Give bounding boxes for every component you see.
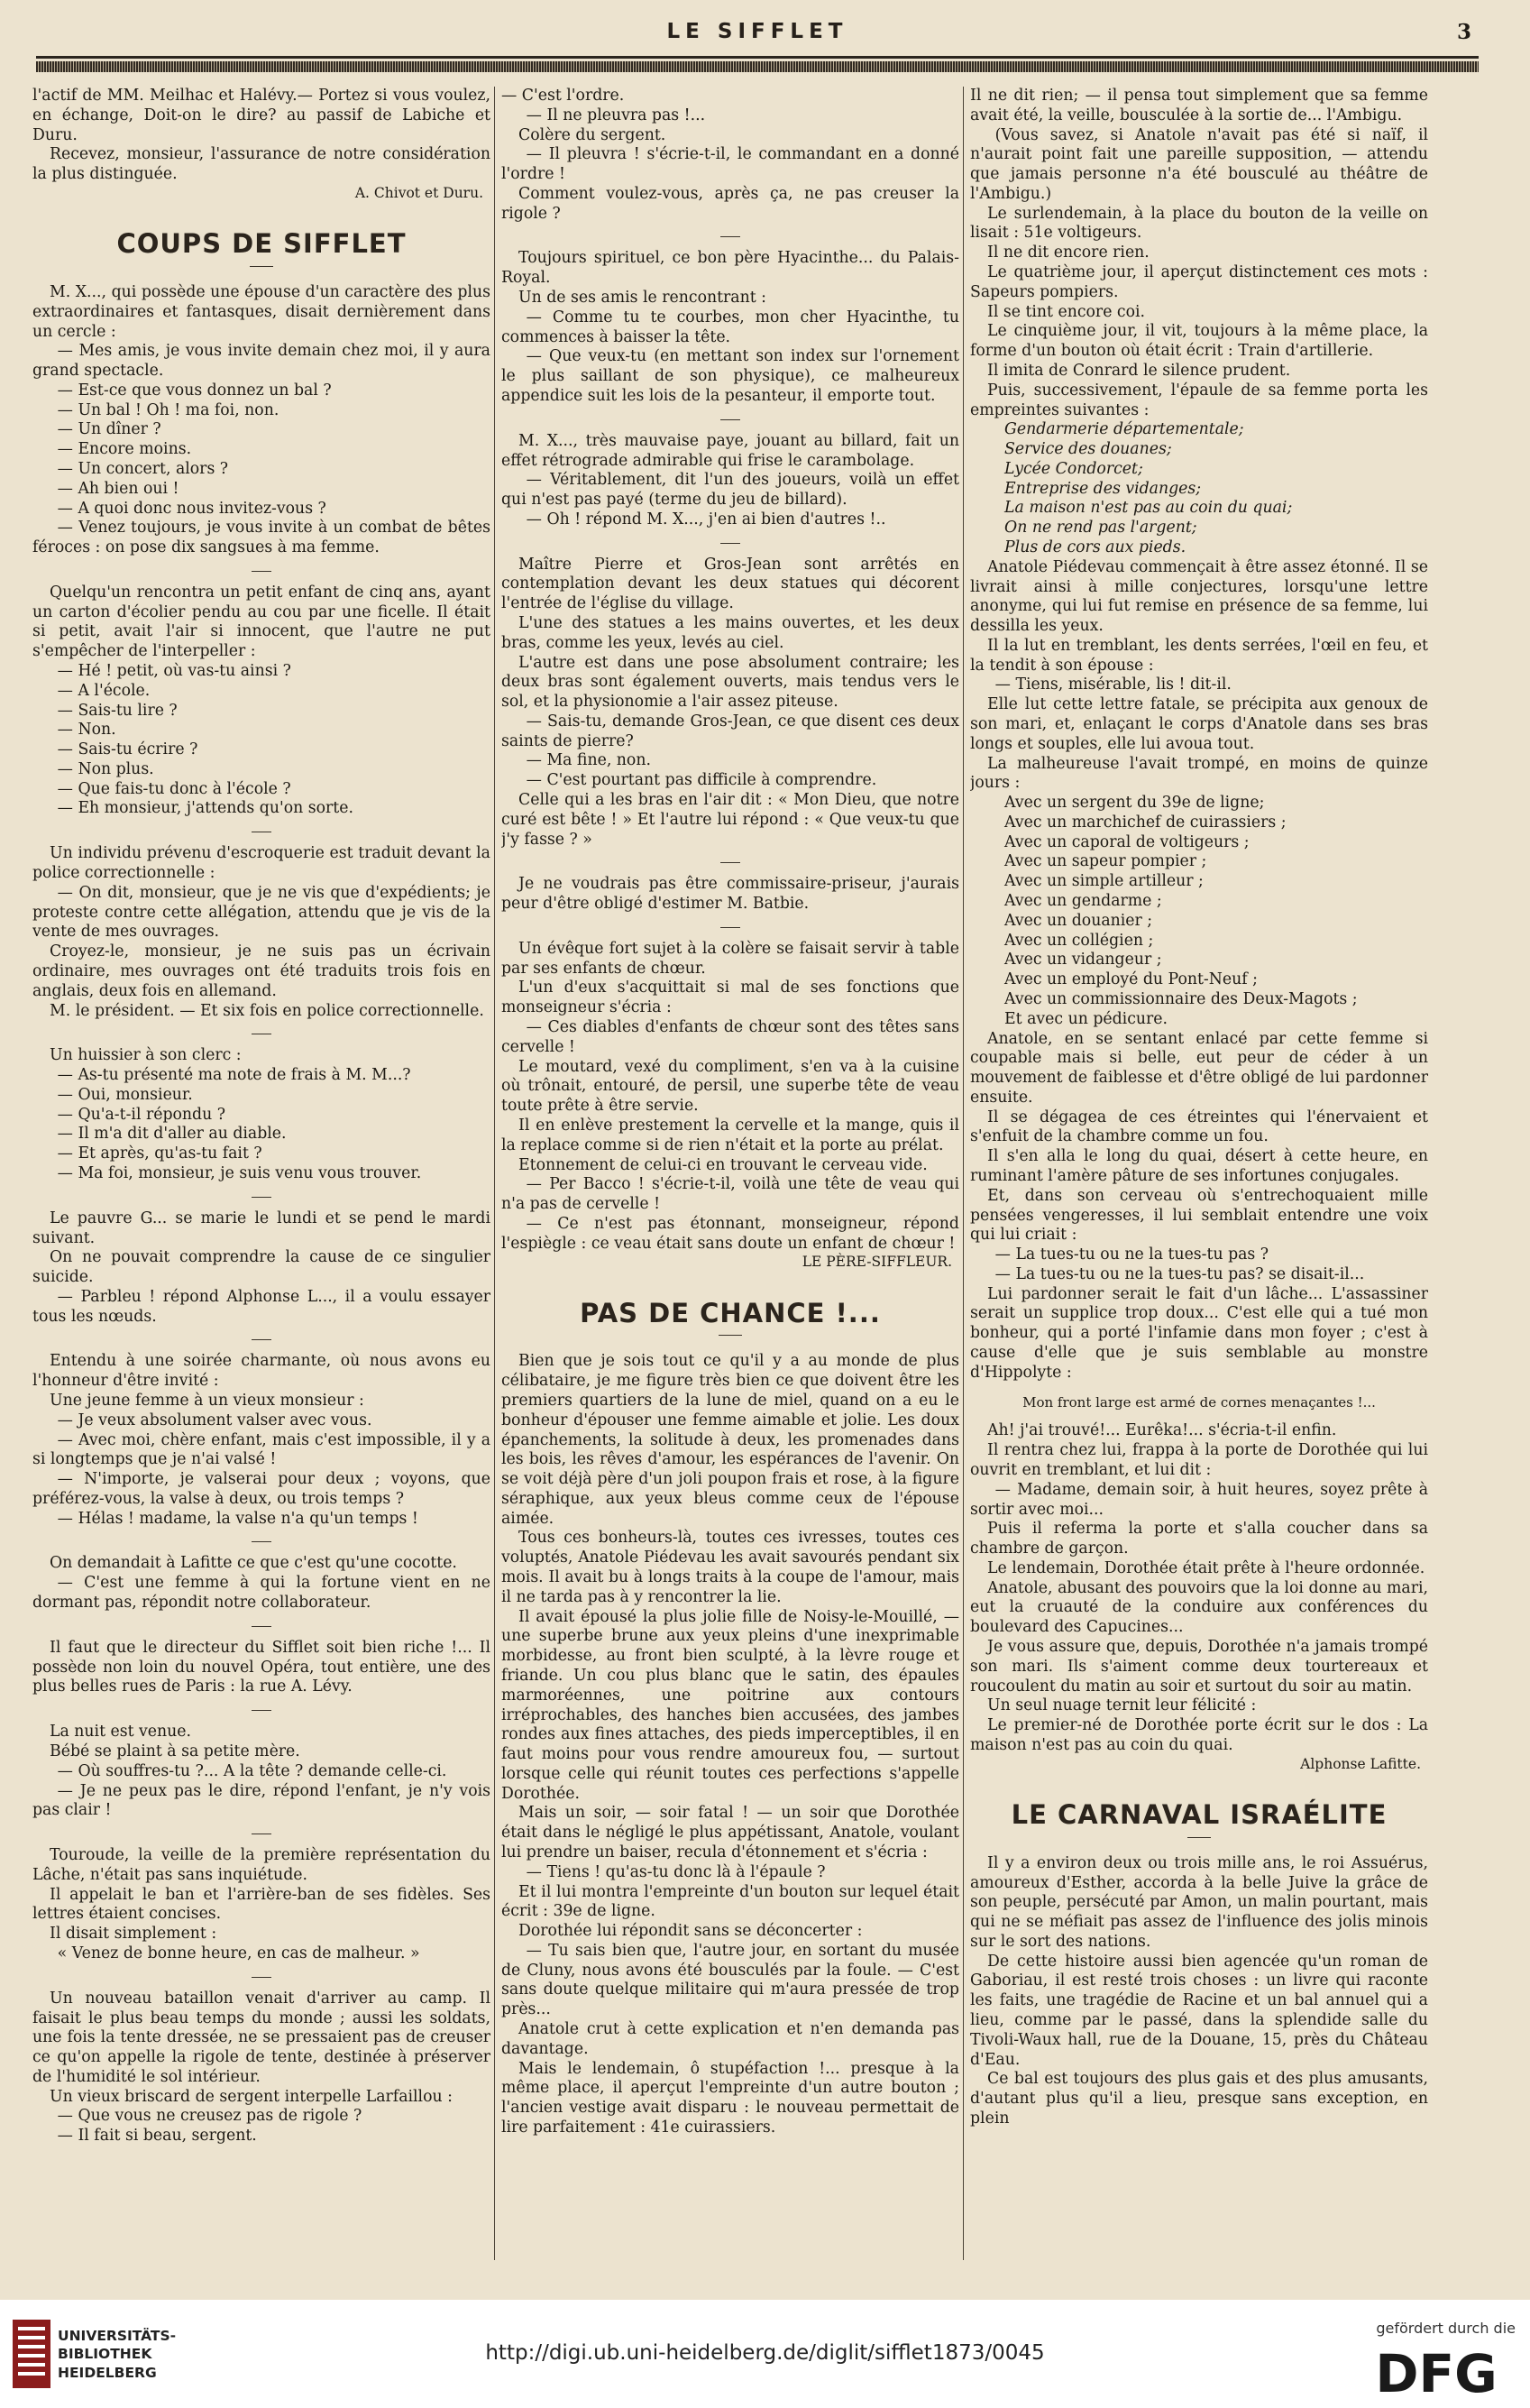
- section-heading: COUPS DE SIFFLET: [116, 228, 407, 260]
- paragraph: Bébé se plaint à sa petite mère.: [50, 1742, 300, 1760]
- paragraph: — Que veux-tu (en mettant son index sur l'ornement le plus saillant de son physique), ce malheureux appendice suit les lois de la pesanteur, il emporte tout.: [501, 347, 959, 405]
- paragraph: — Tiens, misérable, lis ! dit-il.: [994, 676, 1232, 694]
- story-text: [970, 87, 1428, 420]
- paragraph: — Venez toujours, je vous invite à un combat de bêtes féroces : on pose dix sangsues à ma femme.: [32, 519, 490, 557]
- paragraph: Il faut que le directeur du Sifflet soit bien riche !... Il possède non loin du nouvel Opéra, tout entière, une des plus belles rues de Paris : la rue A. Lévy.: [32, 1638, 490, 1696]
- paragraph: On ne pouvait comprendre la cause de ce singulier suicide.: [32, 1248, 490, 1287]
- paragraph: Anatole Piédevau commençait à être assez étonné. Il se livrait ainsi à mille conjectures, lorsqu'une lettre anonyme, qui lui fut remise en présence de sa femme, lui dessilla les yeux.: [970, 557, 1428, 636]
- signature: LE PÈRE-SIFFLEUR.: [802, 1254, 952, 1271]
- paragraph: — Hé ! petit, où vas-tu ainsi ?: [57, 662, 291, 681]
- list-item: Plus de cors aux pieds.: [1004, 538, 1186, 556]
- paragraph: Il se dégagea de ces étreintes qui l'énervaient et s'enfuit de la chambre comme un fou.: [970, 1107, 1428, 1146]
- paragraph: Le moutard, vexé du compliment, s'en va à la cuisine où trônait, entouré, de persil, une superbe tête de veau toute prête à être servie.: [501, 1057, 959, 1116]
- anecdote: [32, 1046, 490, 1183]
- paragraph: — Que fais-tu donc à l'école ?: [57, 779, 291, 798]
- paragraph: Il imita de Conrard le silence prudent.: [987, 361, 1291, 380]
- italic-list: [970, 420, 1428, 557]
- separator: [720, 419, 740, 420]
- separator: [250, 266, 273, 267]
- list-item: Avec un caporal de voltigeurs ;: [1004, 832, 1250, 851]
- list-item: Avec un vidangeur ;: [1004, 951, 1162, 970]
- paragraph: — Il ne pleuvra pas !...: [526, 106, 706, 124]
- paragraph: — Un bal ! Oh ! ma foi, non.: [57, 400, 279, 419]
- paragraph: Le premier-né de Dorothée porte écrit sur le dos : La maison n'est pas au coin du quai.: [970, 1716, 1428, 1754]
- section-heading: LE CARNAVAL ISRAÉLITE: [1011, 1799, 1388, 1831]
- paragraph: Il se tint encore coi.: [987, 302, 1146, 321]
- list-item: On ne rend pas l'argent;: [1004, 519, 1197, 538]
- paragraph: Il appelait le ban et l'arrière-ban de ses fidèles. Ses lettres étaient concises.: [32, 1885, 490, 1924]
- page-header: [36, 16, 1479, 70]
- paragraph: Il en enlève prestement la cervelle et la mange, quis il la replace comme si de rien n'était et la porte au prélat.: [501, 1116, 959, 1154]
- paragraph: Etonnement de celui-ci en trouvant le cerveau vide.: [518, 1155, 928, 1174]
- paragraph: — Que vous ne creusez pas de rigole ?: [57, 2107, 362, 2126]
- paragraph: On demandait à Lafitte ce que c'est qu'une cocotte.: [50, 1554, 457, 1573]
- paragraph: Il y a environ deux ou trois mille ans, le roi Assuérus, amoureux d'Esther, accorda à la belle Juive la grâce de son peuple, persécuté par Amon, un malin pourtant, mais qui ne se méfiait pas assez de l'influence des jolis minois sur le sort des nations.: [970, 1853, 1428, 1951]
- paragraph: Le cinquième jour, il vit, toujours à la même place, la forme d'un bouton où était écrit : Train d'artillerie.: [970, 322, 1428, 361]
- anecdote: [32, 1352, 490, 1529]
- paragraph: — Per Bacco ! s'écrie-t-il, voilà une tête de veau qui n'a pas de cervelle !: [501, 1175, 959, 1214]
- anecdote: [32, 584, 490, 819]
- paragraph: L'un d'eux s'acquittait si mal de ses fonctions que monseigneur s'écria :: [501, 979, 959, 1017]
- paragraph: Mais le lendemain, ô stupéfaction !... presque à la même place, il aperçut l'empreinte d'un autre bouton ; l'ancien vestige avait disparu : le nouveau permettait de lire parfaitement : 41e cuirassiers.: [501, 2059, 959, 2137]
- paragraph: — Parbleu ! répond Alphonse L..., il a voulu essayer tous les nœuds.: [32, 1287, 490, 1326]
- anecdote: [32, 1639, 490, 1697]
- paragraph: — Je veux absolument valser avec vous.: [57, 1411, 372, 1429]
- paragraph: La nuit est venue.: [50, 1723, 192, 1742]
- paragraph: Il ne dit rien; — il pensa tout simplement que sa femme avait été, la veille, bousculée à la sortie de... l'Ambigu.: [970, 87, 1428, 124]
- separator: [252, 571, 271, 572]
- paragraph: Maître Pierre et Gros-Jean sont arrêtés en contemplation devant les deux statues qui décorent l'entrée de l'église du village.: [501, 555, 959, 613]
- paragraph: — A quoi donc nous invitez-vous ?: [57, 499, 326, 518]
- paragraph: — Il fait si beau, sergent.: [57, 2127, 257, 2146]
- paragraph: Ce bal est toujours des plus gais et des plus amusants, d'autant plus qu'il a lieu, presque sans exception, en plein: [970, 2070, 1428, 2128]
- story-text: [501, 1352, 959, 2137]
- paragraph: — Non.: [57, 721, 116, 740]
- signature: Alphonse Lafitte.: [1300, 1755, 1421, 1772]
- separator: [252, 1197, 271, 1198]
- paragraph: — Ce n'est pas étonnant, monseigneur, répond l'espiègle : ce veau était sans doute un enfant de chœur !: [501, 1214, 959, 1253]
- page-number: 3: [1456, 20, 1471, 44]
- header-ornament-band: [36, 61, 1479, 72]
- paragraph: Dorothée lui répondit sans se déconcerter :: [518, 1922, 863, 1941]
- paragraph: Un individu prévenu d'escroquerie est traduit devant la police correctionnelle :: [32, 844, 490, 883]
- paragraph: Touroude, la veille de la première représentation du Lâche, n'était pas sans inquiétude.: [32, 1846, 490, 1884]
- paragraph: Une jeune femme à un vieux monsieur :: [50, 1392, 364, 1411]
- paragraph: — N'importe, je valserai pour deux ; voyons, que préférez-vous, la valse à deux, ou trois temps ?: [32, 1470, 490, 1508]
- funding-note: gefördert durch die: [1376, 2320, 1516, 2337]
- paragraph: Un évêque fort sujet à la colère se faisait servir à table par ses enfants de chœur.: [501, 939, 959, 978]
- paragraph: — A l'école.: [57, 681, 151, 700]
- paragraph: — Non plus.: [57, 759, 154, 778]
- paragraph: Recevez, monsieur, l'assurance de notre considération la plus distinguée.: [32, 145, 490, 184]
- paragraph: — Sais-tu, demande Gros-Jean, ce que disent ces deux saints de pierre?: [501, 712, 959, 750]
- paragraph: « Venez de bonne heure, en cas de malheur. »: [57, 1944, 420, 1962]
- paragraph: Puis il referma la porte et s'alla coucher dans sa chambre de garçon.: [970, 1520, 1428, 1558]
- paragraph: Bien que je sois tout ce qu'il y a au monde de plus célibataire, je me figure très bien ce que doivent être les premiers quartiers de la lune de miel, quand on a eu le bonheur d'épouser une femme aimable et jolie. Les doux épanchements, la solitude à deux, les promenades dans les bois, les rêves d'amour, les espérances de l'avenir. On se voit déjà père d'un joli poupon frais et rose, à la figure séraphique, aux yeux bleus comme ceux de l'épouse aimée.: [501, 1352, 959, 1528]
- anecdote: [501, 940, 959, 1255]
- paragraph: Le pauvre G... se marie le lundi et se pend le mardi suivant.: [32, 1209, 490, 1247]
- paragraph: Il s'en alla le long du quai, désert à cette heure, en ruminant l'amère pâture de ses infortunes conjugales.: [970, 1147, 1428, 1185]
- paragraph: M. X..., qui possède une épouse d'un caractère des plus extraordinaires et fantasques, disait dernièrement dans un cercle :: [32, 282, 490, 341]
- intro-letter: [32, 87, 490, 202]
- story-text: [970, 1854, 1428, 2129]
- separator: [252, 1710, 271, 1711]
- paragraph: Ah! j'ai trouvé!... Eurêka!... s'écria-t-il enfin.: [987, 1421, 1337, 1440]
- separator: [720, 236, 740, 237]
- paragraph: — As-tu présenté ma note de frais à M. M...?: [57, 1066, 411, 1085]
- list-item: Lycée Condorcet;: [1004, 459, 1143, 478]
- digitization-footer: [0, 2300, 1530, 2408]
- source-url[interactable]: http://digi.ub.uni-heidelberg.de/diglit/sifflet1873/0045: [485, 2341, 1045, 2365]
- paragraph: (Vous savez, si Anatole n'avait pas été si naïf, il n'aurait point fait une pareille supposition, — attendu que jamais personne n'a été bousculé au théâtre de l'Ambigu.): [970, 125, 1428, 203]
- anecdote: [501, 432, 959, 530]
- paragraph: — C'est pourtant pas difficile à comprendre.: [526, 771, 877, 790]
- anecdote: [32, 283, 490, 558]
- paragraph: — Ma foi, monsieur, je suis venu vous trouver.: [57, 1163, 422, 1182]
- separator: [252, 1626, 271, 1627]
- paragraph: Un huissier à son clerc :: [50, 1046, 242, 1065]
- separator: [720, 862, 740, 863]
- paragraph: Je ne voudrais pas être commissaire-priseur, j'aurais peur d'être obligé d'estimer M. Batbie.: [501, 875, 959, 914]
- list-item: Service des douanes;: [1004, 440, 1172, 459]
- paragraph: Croyez-le, monsieur, je ne suis pas un écrivain ordinaire, mes ouvrages ont été traduits trois fois en anglais, deux fois en allemand.: [32, 942, 490, 1000]
- verse-quote: Mon front large est armé de cornes menaçantes !...: [1022, 1393, 1376, 1411]
- paragraph: — Eh monsieur, j'attends qu'on sorte.: [57, 799, 353, 818]
- paragraph: De cette histoire aussi bien agencée qu'un roman de Gaboriau, il est resté trois choses : un livre qui raconte les faits, une tragédie de Racine et un bal annuel qui a lieu, comme par le passé, dans la splendide salle du Tivoli-Waux hall, rue de la Douane, 15, près du Château d'Eau.: [970, 1952, 1428, 2069]
- list-item: Avec un sapeur pompier ;: [1004, 852, 1207, 871]
- dfg-logo-text: DFG: [1375, 2347, 1498, 2397]
- library-name-line: UNIVERSITÄTS-: [58, 2328, 177, 2344]
- paragraph: Quelqu'un rencontra un petit enfant de cinq ans, ayant un carton d'écolier pendu au cou par une ficelle. Il était si petit, avait l'air si innocent, que l'autre ne put s'empêcher de l'interpeller :: [32, 583, 490, 661]
- paragraph: Toujours spirituel, ce bon père Hyacinthe... du Palais-Royal.: [501, 249, 959, 288]
- list-item: Entreprise des vidanges;: [1004, 479, 1202, 498]
- paragraph: Mais un soir, — soir fatal ! — un soir que Dorothée était dans le négligé le plus appétissant, Anatole, voulant lui prendre un baiser, recula d'étonnement et s'écria :: [501, 1804, 959, 1861]
- list-item: Avec un employé du Pont-Neuf ;: [1004, 970, 1258, 989]
- paragraph: — Hélas ! madame, la valse n'a qu'un temps !: [57, 1509, 418, 1528]
- paragraph: Il la lut en tremblant, les dents serrées, l'œil en feu, et la tendit à son épouse :: [970, 636, 1428, 675]
- paragraph: Puis, successivement, l'épaule de sa femme porta les empreintes suivantes :: [970, 381, 1428, 419]
- anecdote: [501, 87, 959, 224]
- list-item: Avec un sergent du 39e de ligne;: [1004, 794, 1265, 813]
- header-rule: [36, 56, 1479, 59]
- paragraph: — Tiens ! qu'as-tu donc là à l'épaule ?: [526, 1862, 826, 1881]
- library-name-line: HEIDELBERG: [58, 2364, 157, 2381]
- paragraph: Un de ses amis le rencontrant :: [518, 289, 766, 308]
- paragraph: Entendu à une soirée charmante, où nous avons eu l'honneur d'être invité :: [32, 1352, 490, 1391]
- paragraph: — Ces diables d'enfants de chœur sont des têtes sans cervelle !: [501, 1018, 959, 1056]
- library-name-line: BIBLIOTHEK: [58, 2346, 152, 2363]
- paragraph: — Madame, demain soir, à huit heures, soyez prête à sortir avec moi...: [970, 1480, 1428, 1519]
- paragraph: Et il lui montra l'empreinte d'un bouton sur lequel était écrit : 39e de ligne.: [501, 1882, 959, 1921]
- paragraph: Anatole, en se sentant enlacé par cette femme si coupable mais si belle, eut peur de céder à un mouvement de faiblesse et d'être obligé de lui pardonner ensuite.: [970, 1029, 1428, 1107]
- anecdote: [32, 1990, 490, 2146]
- paragraph: Un seul nuage ternit leur félicité :: [987, 1696, 1257, 1715]
- paragraph: — Encore moins.: [57, 440, 192, 459]
- separator: [719, 1335, 742, 1336]
- story-text: [970, 558, 1428, 794]
- newspaper-title: LE SIFFLET: [666, 20, 848, 43]
- paragraph: l'actif de MM. Meilhac et Halévy.— Portez si vous voulez, en échange, Doit-on le dire? au passif de Labiche et Duru.: [32, 87, 490, 144]
- paragraph: — Sais-tu écrire ?: [57, 740, 198, 759]
- paragraph: — Un concert, alors ?: [57, 459, 229, 478]
- paragraph: Tous ces bonheurs-là, toutes ces ivresses, toutes ces voluptés, Anatole Piédevau les avait savourés pendant six mois. Il avait bu à longs traits à la coupe de l'amour, mais il ne tarda pas à y rencontrer la lie.: [501, 1529, 959, 1606]
- paragraph: — Je ne peux pas le dire, répond l'enfant, je n'y vois pas clair !: [32, 1781, 490, 1820]
- column-divider: [963, 87, 964, 2260]
- signature: A. Chivot et Duru.: [354, 184, 483, 201]
- section-heading: PAS DE CHANCE !...: [580, 1297, 881, 1328]
- list-item: Gendarmerie départementale;: [1004, 420, 1244, 439]
- paragraph: — Oh ! répond M. X..., j'en ai bien d'autres !..: [526, 510, 886, 528]
- anecdote: [32, 844, 490, 1021]
- paragraph: Elle lut cette lettre fatale, se précipita aux genoux de son mari, et, enlaçant le corps d'Anatole dans ses bras longs et souples, elle lui avoua tout.: [970, 695, 1428, 753]
- anecdote: [501, 249, 959, 406]
- list-item: Avec un simple artilleur ;: [1004, 872, 1204, 891]
- story-text: [970, 1030, 1428, 1383]
- paragraph: — Oui, monsieur.: [57, 1085, 193, 1104]
- column-1: [32, 87, 490, 2265]
- paragraph: — Ah bien oui !: [57, 479, 179, 498]
- paragraph: Celle qui a les bras en l'air dit : « Mon Dieu, que notre curé est bête ! » Et l'autre lui répond : « Que veux-tu que j'y fasse ? »: [501, 791, 959, 849]
- list-item: Avec un gendarme ;: [1004, 892, 1162, 911]
- separator: [252, 1977, 271, 1978]
- separator: [1187, 1837, 1211, 1838]
- paragraph: — La tues-tu ou ne la tues-tu pas ?: [994, 1245, 1269, 1264]
- paragraph: Le surlendemain, à la place du bouton de la veille on lisait : 51e voltigeurs.: [970, 204, 1428, 243]
- anecdote: [32, 1554, 490, 1613]
- anecdote: [32, 1209, 490, 1328]
- list-item: Et avec un pédicure.: [1004, 1009, 1168, 1028]
- paragraph: M. le président. — Et six fois en police correctionnelle.: [50, 1001, 484, 1020]
- paragraph: Il rentra chez lui, frappa à la porte de Dorothée qui lui ouvrit en tremblant, et lui dit :: [970, 1441, 1428, 1480]
- paragraph: — Est-ce que vous donnez un bal ?: [57, 381, 332, 400]
- list-item: Avec un douanier ;: [1004, 911, 1153, 930]
- column-3: [970, 87, 1428, 2265]
- paragraph: Un vieux briscard de sergent interpelle Larfaillou :: [50, 2087, 453, 2106]
- paragraph: — Il pleuvra ! s'écrie-t-il, le commandant en a donné l'ordre !: [501, 145, 959, 184]
- paragraph: M. X..., très mauvaise paye, jouant au billard, fait un effet rétrograde admirable qui frise le carambolage.: [501, 431, 959, 470]
- paragraph: — Il m'a dit d'aller au diable.: [57, 1125, 287, 1144]
- paragraph: — Où souffres-tu ?... A la tête ? demande celle-ci.: [57, 1761, 447, 1780]
- anecdote: [32, 1723, 490, 1821]
- paragraph: Et, dans son cerveau où s'entrechoquaient mille pensées vengeresses, il lui semblait entendre une voix qui lui criait :: [970, 1186, 1428, 1245]
- paragraph: La malheureuse l'avait trompé, en moins de quinze jours :: [970, 754, 1428, 793]
- paragraph: — Un dîner ?: [57, 420, 161, 439]
- paragraph: — Avec moi, chère enfant, mais c'est impossible, il y a si longtemps que je n'ai valsé !: [32, 1430, 490, 1469]
- paragraph: — Véritablement, dit l'un des joueurs, voilà un effet qui n'est pas payé (terme du jeu de billard).: [501, 471, 959, 510]
- column-2: [501, 87, 959, 2265]
- paragraph: Le lendemain, Dorothée était prête à l'heure ordonnée.: [987, 1558, 1425, 1577]
- paragraph: Il ne dit encore rien.: [987, 244, 1150, 262]
- paragraph: — Et après, qu'as-tu fait ?: [57, 1144, 262, 1163]
- paragraph: — C'est une femme à qui la fortune vient en ne dormant pas, répondit notre collaborateur.: [32, 1574, 490, 1613]
- paragraph: Lui pardonner serait le fait d'un lâche... L'assassiner serait un supplice trop doux... C'est elle qui a tué mon bonheur, qui a porté l'infamie dans mon foyer ; c'est à cause d'elle que je suis semblable au monstre d'Hippolyte :: [970, 1284, 1428, 1382]
- paragraph: Comment voulez-vous, après ça, ne pas creuser la rigole ?: [501, 184, 959, 223]
- dfg-logo: [1355, 2347, 1517, 2397]
- paragraph: — La tues-tu ou ne la tues-tu pas? se disait-il...: [994, 1264, 1365, 1283]
- paragraph: — Sais-tu lire ?: [57, 701, 178, 720]
- paragraph: L'autre est dans une pose absolument contraire; les deux bras sont également ouverts, mais tendus vers le sol, et la physionomie a l'air assez piteuse.: [501, 653, 959, 712]
- list-item: Avec un commissionnaire des Deux-Magots ;: [1004, 989, 1358, 1008]
- separator: [720, 927, 740, 928]
- paragraph: — Ma fine, non.: [526, 751, 651, 770]
- paragraph: Un nouveau bataillon venait d'arriver au camp. Il faisait le plus beau temps du monde ; aussi les soldats, une fois la tente dressée, ne se pressaient pas de creuser ce qu'on appelle la rigole de tente, destinée à préserver de l'humidité le sol intérieur.: [32, 1989, 490, 2086]
- paragraph: Le quatrième jour, il aperçut distinctement ces mots : Sapeurs pompiers.: [970, 263, 1428, 301]
- anecdote: [501, 875, 959, 914]
- paragraph: — Mes amis, je vous invite demain chez moi, il y aura grand spectacle.: [32, 342, 490, 381]
- paragraph: — On dit, monsieur, que je ne vis que d'expédients; je proteste contre cette allégation, attendu que je vis de la vente de mes ouvrages.: [32, 883, 490, 942]
- list-item: Avec un marchichef de cuirassiers ;: [1004, 813, 1287, 832]
- paragraph: — C'est l'ordre.: [501, 87, 625, 105]
- separator: [720, 543, 740, 544]
- list-item: La maison n'est pas au coin du quai;: [1004, 499, 1293, 518]
- lover-list: [970, 794, 1428, 1029]
- paragraph: L'une des statues a les mains ouvertes, et les deux bras, comme les yeux, levés au ciel.: [501, 613, 959, 652]
- paragraph: Il avait épousé la plus jolie fille de Noisy-le-Mouillé, —une superbe brune aux yeux pleins d'une inexprimable morbidesse, au front bien sculpté, à la lèvre rouge et friande. Un cou plus blanc que le satin, des épaules marmoréennes, une poitrine aux contours irréprochables, des hanches bien accusées, des jambes rondes aux fines attaches, des pieds imperceptibles, il en faut moins pour vous rendre amoureux fou, — surtout lorsque celle qui réunit toutes ces perfections s'appelle Dorothée.: [501, 1607, 959, 1803]
- paragraph: Colère du sergent.: [518, 125, 666, 144]
- column-divider: [494, 87, 495, 2260]
- paragraph: — Comme tu te courbes, mon cher Hyacinthe, tu commences à baisser la tête.: [501, 308, 959, 346]
- anecdote: [32, 1846, 490, 1964]
- separator: [252, 1339, 271, 1340]
- paragraph: Il disait simplement :: [50, 1925, 217, 1944]
- separator: [252, 1541, 271, 1542]
- anecdote: [501, 556, 959, 850]
- paragraph: Anatole crut à cette explication et n'en demanda pas davantage.: [501, 2020, 959, 2058]
- paragraph: Je vous assure que, depuis, Dorothée n'a jamais trompé son mari. Ils s'aiment comme deux tourtereaux et roucoulent du matin au soir et surtout du soir au matin.: [970, 1638, 1428, 1696]
- story-text: [970, 1421, 1428, 1755]
- paragraph: — Qu'a-t-il répondu ?: [57, 1105, 226, 1124]
- list-item: Avec un collégien ;: [1004, 931, 1154, 950]
- paragraph: — Tu sais bien que, l'autre jour, en sortant du musée de Cluny, nous avons été bousculés par la foule. — C'est sans doute quelque militaire qui m'aura pressée de trop près...: [501, 1941, 959, 2019]
- paragraph: Anatole, abusant des pouvoirs que la loi donne au mari, eut la cruauté de la conduire aux conférences du boulevard des Capucines...: [970, 1578, 1428, 1637]
